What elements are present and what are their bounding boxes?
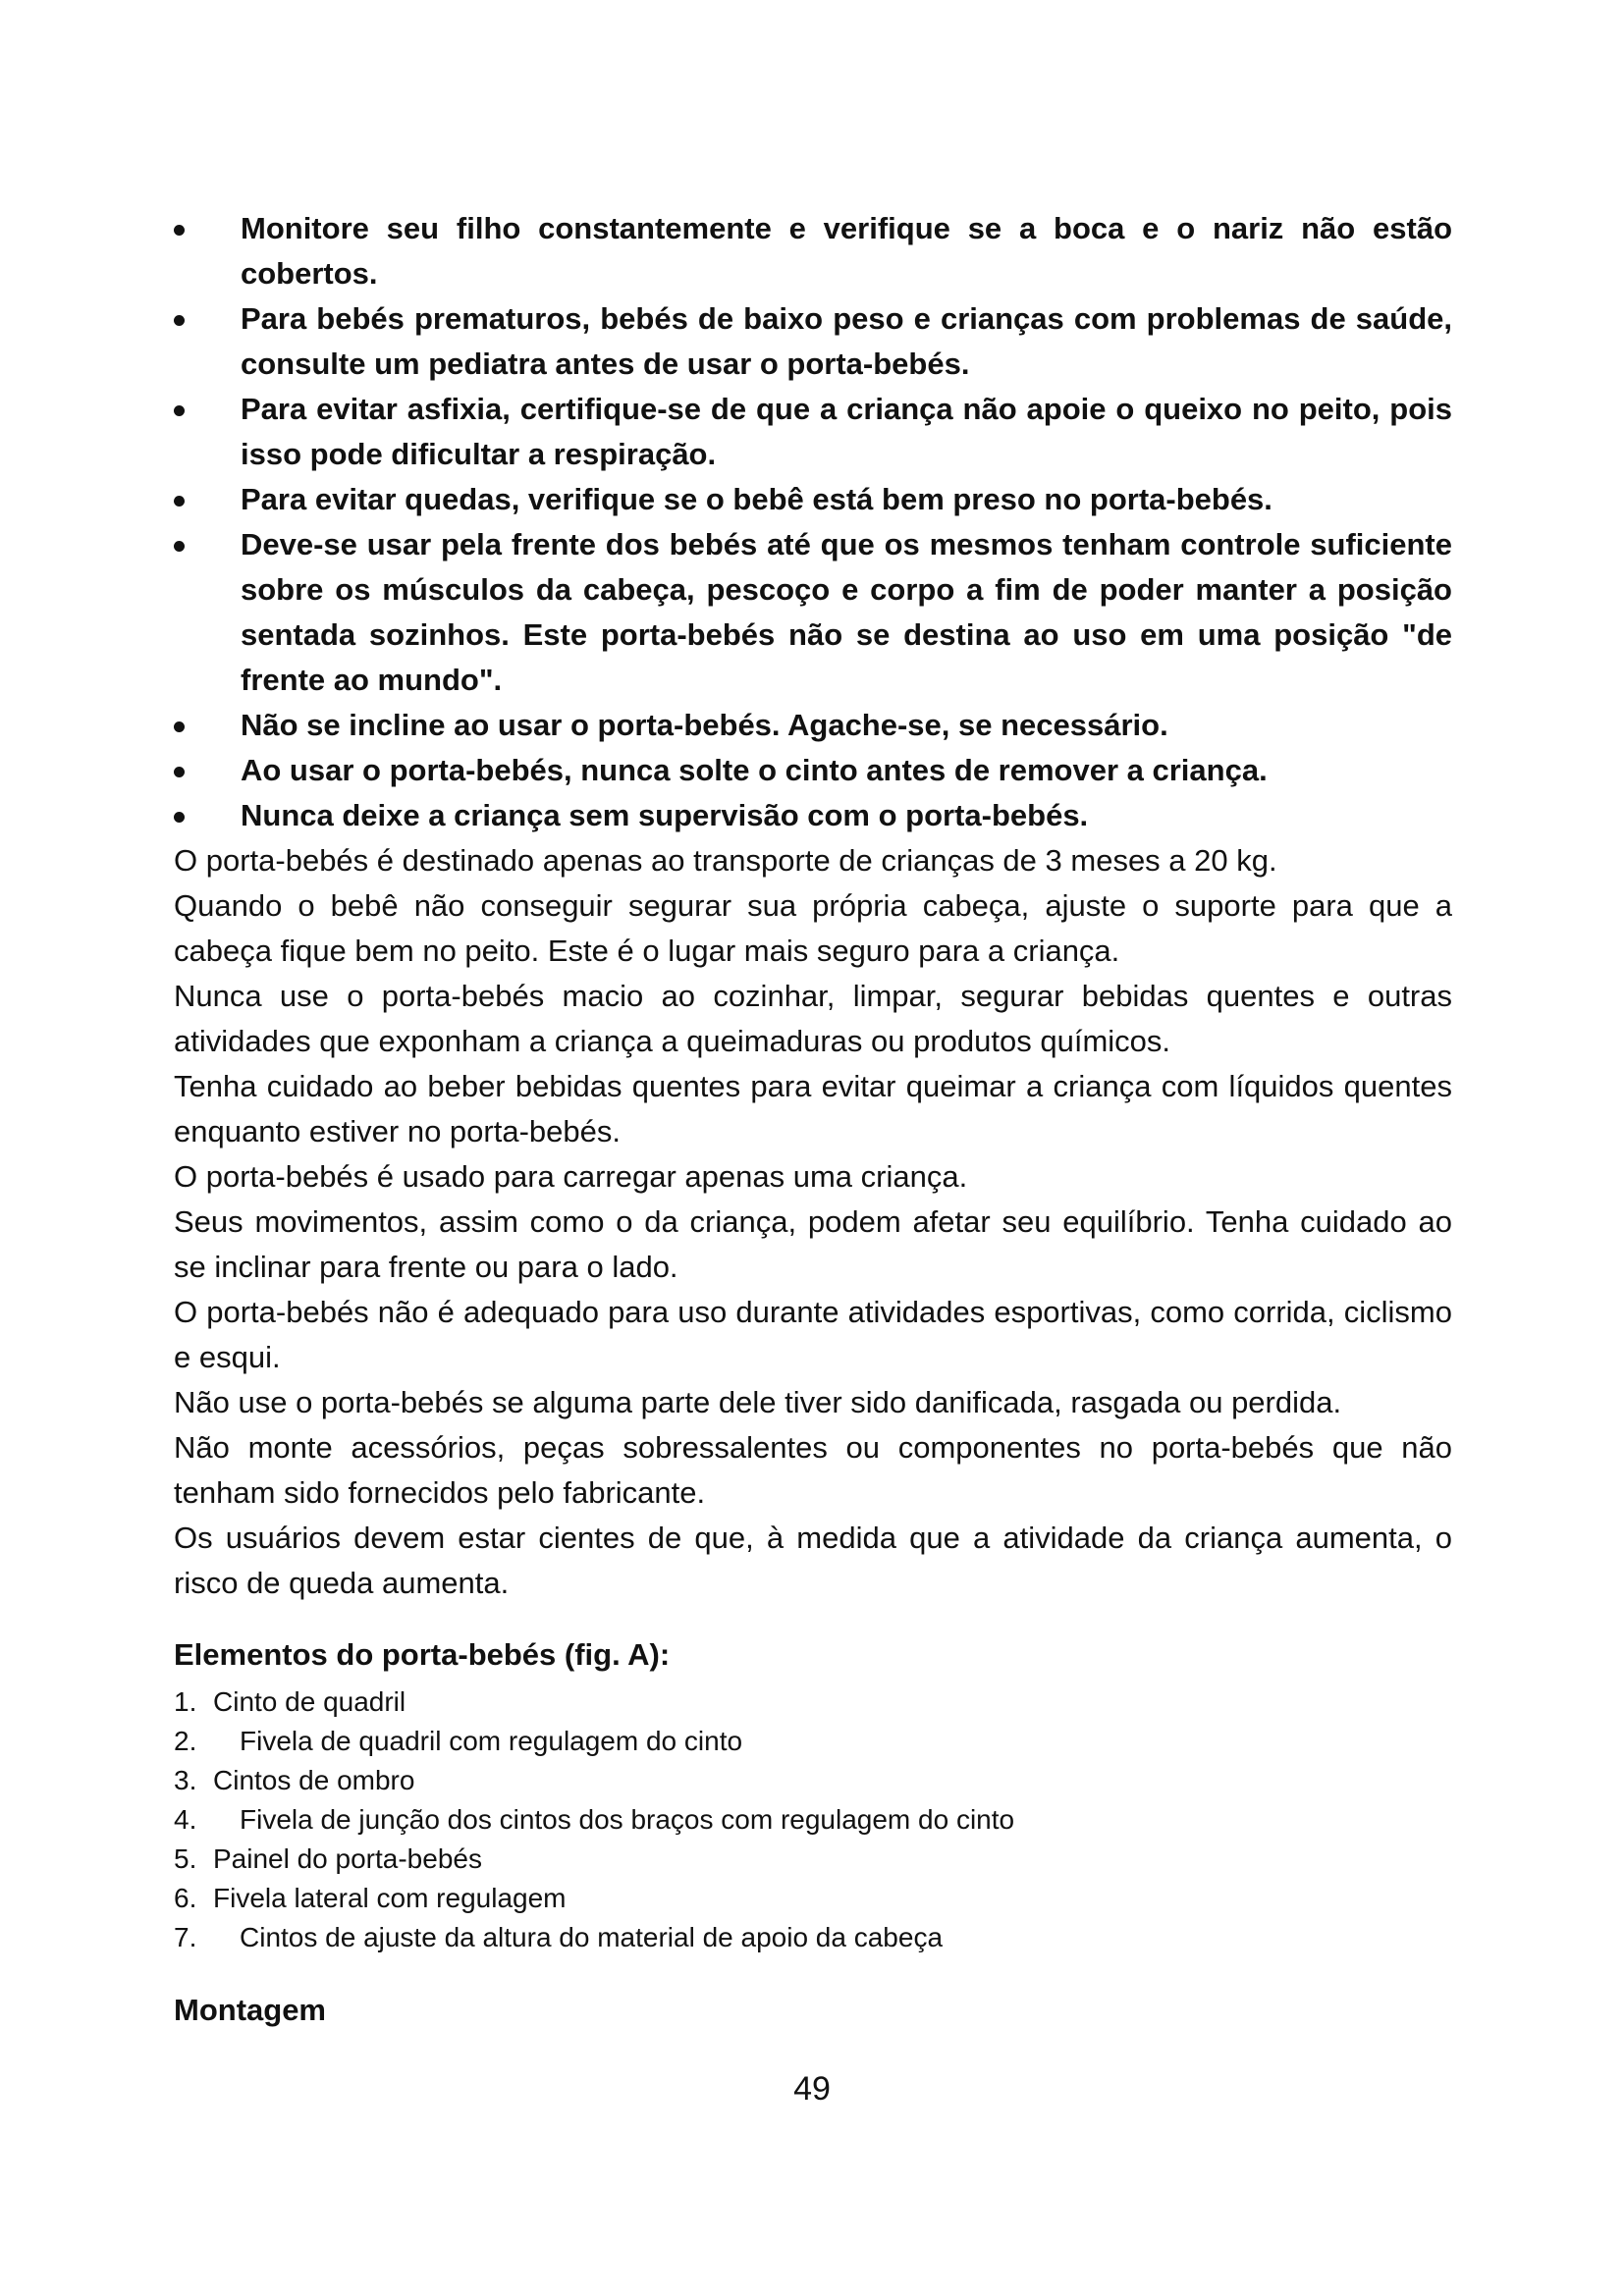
body-paragraph: Seus movimentos, assim como o da criança, podem afetar seu equilíbrio. Tenha cuidado ao se inclinar para frente ou para o lado. bbox=[174, 1204, 1452, 1284]
page-number: 49 bbox=[793, 2070, 831, 2108]
warning-item bbox=[174, 522, 1452, 703]
item-number: 2. bbox=[174, 1726, 197, 1756]
body-paragraphs bbox=[174, 838, 1452, 1606]
warning-item bbox=[174, 793, 1452, 838]
bullet-icon bbox=[174, 767, 185, 777]
body-paragraph: O porta-bebés não é adequado para uso durante atividades esportivas, como corrida, ciclismo e esqui. bbox=[174, 1295, 1452, 1374]
parts-list-item bbox=[174, 1918, 1452, 1957]
bullet-icon bbox=[174, 541, 185, 552]
warning-text: Para evitar quedas, verifique se o bebê está bem preso no porta-bebés. bbox=[241, 482, 1272, 516]
body-paragraph: Não monte acessórios, peças sobressalentes ou componentes no porta-bebés que não tenham sido fornecidos pelo fabricante. bbox=[174, 1430, 1452, 1510]
body-paragraph: O porta-bebés é destinado apenas ao transporte de crianças de 3 meses a 20 kg. bbox=[174, 843, 1277, 878]
body-paragraph: Quando o bebê não conseguir segurar sua própria cabeça, ajuste o suporte para que a cabeça fique bem no peito. Este é o lugar mais seguro para a criança. bbox=[174, 888, 1452, 968]
warning-item bbox=[174, 387, 1452, 477]
parts-list-item bbox=[174, 1840, 1452, 1879]
warning-text: Para bebés prematuros, bebés de baixo peso e crianças com problemas de saúde, consulte um pediatra antes de usar o porta-bebés. bbox=[241, 301, 1452, 381]
item-text: Cinto de quadril bbox=[213, 1686, 406, 1717]
warning-item bbox=[174, 477, 1452, 522]
warning-item bbox=[174, 206, 1452, 296]
parts-list-item bbox=[174, 1800, 1452, 1840]
item-number: 7. bbox=[174, 1922, 197, 1952]
bullet-icon bbox=[174, 405, 185, 416]
body-paragraph: Os usuários devem estar cientes de que, à medida que a atividade da criança aumenta, o risco de queda aumenta. bbox=[174, 1521, 1452, 1600]
item-number: 1. bbox=[174, 1686, 197, 1717]
page-content bbox=[174, 206, 1452, 2032]
item-number: 6. bbox=[174, 1883, 197, 1913]
warning-item bbox=[174, 296, 1452, 387]
warning-list bbox=[174, 206, 1452, 838]
item-text: Fivela de junção dos cintos dos braços com regulagem do cinto bbox=[240, 1804, 1015, 1835]
body-paragraph: Nunca use o porta-bebés macio ao cozinhar, limpar, segurar bebidas quentes e outras atividades que exponham a criança a queimaduras ou produtos químicos. bbox=[174, 979, 1452, 1058]
bullet-icon bbox=[174, 315, 185, 326]
body-paragraph: Não use o porta-bebés se alguma parte dele tiver sido danificada, rasgada ou perdida. bbox=[174, 1385, 1342, 1419]
warning-item bbox=[174, 703, 1452, 748]
item-text: Cintos de ombro bbox=[213, 1765, 415, 1795]
parts-list-item bbox=[174, 1761, 1452, 1800]
item-text: Cintos de ajuste da altura do material de apoio da cabeça bbox=[240, 1922, 944, 1952]
warning-text: Para evitar asfixia, certifique-se de que a criança não apoie o queixo no peito, pois isso pode dificultar a respiração. bbox=[241, 392, 1452, 471]
body-paragraph: O porta-bebés é usado para carregar apenas uma criança. bbox=[174, 1159, 968, 1194]
assembly-heading: Montagem bbox=[174, 1993, 326, 2027]
body-paragraph: Tenha cuidado ao beber bebidas quentes para evitar queimar a criança com líquidos quentes enquanto estiver no porta-bebés. bbox=[174, 1069, 1452, 1148]
elements-heading: Elementos do porta-bebés (fig. A): bbox=[174, 1637, 671, 1672]
bullet-icon bbox=[174, 812, 185, 823]
item-number: 5. bbox=[174, 1843, 197, 1874]
parts-list-item bbox=[174, 1682, 1452, 1722]
item-text: Fivela de quadril com regulagem do cinto bbox=[240, 1726, 743, 1756]
bullet-icon bbox=[174, 496, 185, 507]
item-number: 3. bbox=[174, 1765, 197, 1795]
warning-text: Não se incline ao usar o porta-bebés. Agache-se, se necessário. bbox=[241, 708, 1168, 742]
warning-text: Ao usar o porta-bebés, nunca solte o cinto antes de remover a criança. bbox=[241, 753, 1268, 787]
bullet-icon bbox=[174, 225, 185, 236]
parts-list-item bbox=[174, 1722, 1452, 1761]
item-text: Fivela lateral com regulagem bbox=[213, 1883, 567, 1913]
warning-text: Deve-se usar pela frente dos bebés até que os mesmos tenham controle suficiente sobre os músculos da cabeça, pescoço e corpo a fim de poder manter a posição sentada sozinhos. Este porta-bebés não se destina ao uso em uma posição "de frente ao mundo". bbox=[241, 527, 1452, 697]
item-text: Painel do porta-bebés bbox=[213, 1843, 482, 1874]
warning-text: Nunca deixe a criança sem supervisão com o porta-bebés. bbox=[241, 798, 1089, 832]
parts-list bbox=[174, 1682, 1452, 1957]
item-number: 4. bbox=[174, 1804, 197, 1835]
warning-item bbox=[174, 748, 1452, 793]
warning-text: Monitore seu filho constantemente e verifique se a boca e o nariz não estão cobertos. bbox=[241, 211, 1452, 291]
parts-list-item bbox=[174, 1879, 1452, 1918]
bullet-icon bbox=[174, 721, 185, 732]
